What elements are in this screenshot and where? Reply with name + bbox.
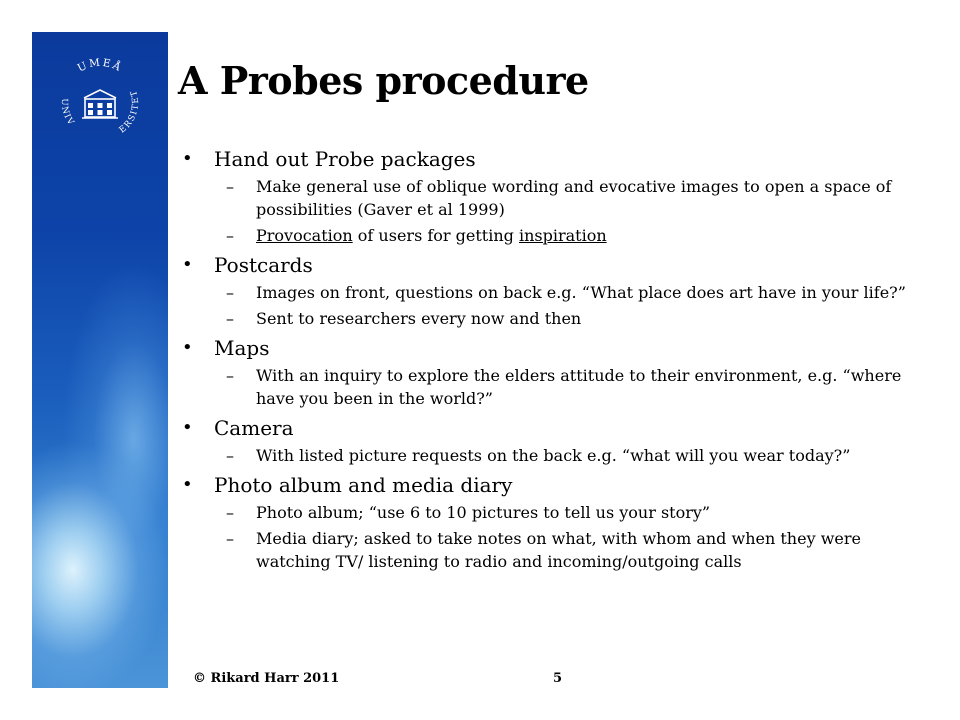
sub-item-text: Sent to researchers every now and then (256, 309, 582, 328)
logo-figures (88, 103, 112, 115)
dash-icon: – (226, 503, 234, 522)
logo-arc-left: UNIV (58, 98, 77, 129)
side-band (32, 32, 168, 688)
sub-item-text: Photo album; “use 6 to 10 pictures to tell us your story” (256, 503, 711, 522)
dash-icon: – (226, 446, 234, 465)
sub-item (214, 281, 910, 304)
section-postcards (180, 252, 910, 330)
dash-icon: – (226, 283, 234, 302)
page-number: 5 (553, 671, 563, 686)
sub-item-text: Images on front, questions on back e.g. “What place does art have in your life?” (256, 283, 906, 302)
sub-item (214, 527, 910, 573)
section-hand-out (180, 146, 910, 247)
bullet-icon: • (182, 337, 193, 358)
dash-icon: – (226, 177, 234, 196)
sub-item-text: With an inquiry to explore the elders attitude to their environment, e.g. “where have you been in the world?” (256, 366, 902, 408)
sub-list (214, 281, 910, 330)
logo-arc-right: ERSITET (117, 87, 142, 136)
dash-icon: – (226, 226, 234, 245)
bullet-icon: • (182, 417, 193, 438)
sub-list (214, 444, 910, 467)
underlined-term: Provocation (256, 226, 353, 245)
footer-copyright: © Rikard Harr 2011 (193, 671, 340, 686)
dash-icon: – (226, 309, 234, 328)
sub-list (214, 364, 910, 410)
sub-item (214, 444, 910, 467)
sub-item-text: With listed picture requests on the back e.g. “what will you wear today?” (256, 446, 851, 465)
sub-item (214, 364, 910, 410)
slide-title: A Probes procedure (178, 58, 589, 103)
section-heading: Hand out Probe packages (214, 147, 476, 171)
sub-item (214, 501, 910, 524)
sub-item (214, 175, 910, 221)
section-heading: Postcards (214, 253, 313, 277)
dash-icon: – (226, 366, 234, 385)
section-maps (180, 335, 910, 410)
sub-list (214, 175, 910, 247)
sub-item-text: Make general use of oblique wording and evocative images to open a space of possibilities (Gaver et al 1999) (256, 177, 892, 219)
sub-item (214, 307, 910, 330)
bullet-list (180, 146, 910, 578)
sub-list (214, 501, 910, 573)
section-photo-album (180, 472, 910, 573)
section-camera (180, 415, 910, 467)
section-heading: Maps (214, 336, 270, 360)
sub-item-text: of users for getting (352, 226, 519, 245)
sub-item (214, 224, 910, 247)
bullet-icon: • (182, 148, 193, 169)
bullet-icon: • (182, 254, 193, 275)
university-seal-icon (50, 52, 150, 152)
section-heading: Camera (214, 416, 294, 440)
logo-arc-top: UMEÅ (75, 56, 125, 75)
sub-item-text: Media diary; asked to take notes on what, with whom and when they were watching TV/ listening to radio and incoming/outgoing calls (256, 529, 861, 571)
section-heading: Photo album and media diary (214, 473, 513, 497)
underlined-term: inspiration (518, 226, 607, 245)
dash-icon: – (226, 529, 234, 548)
bullet-icon: • (182, 474, 193, 495)
